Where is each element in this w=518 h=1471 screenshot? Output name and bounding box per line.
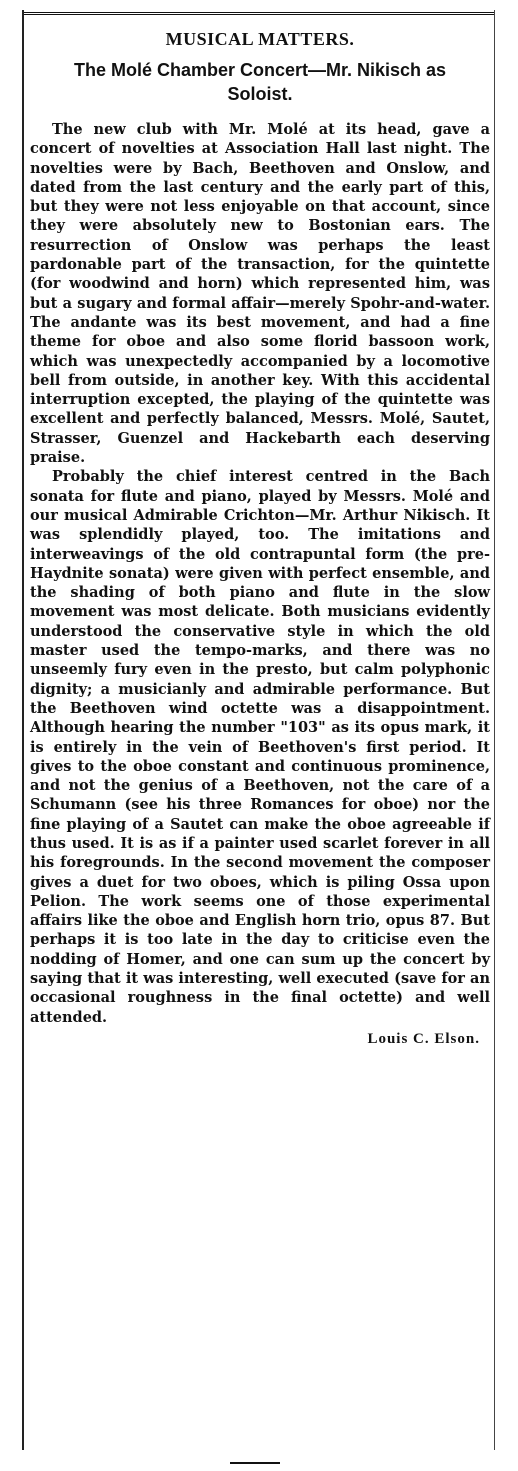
paragraph-2: Probably the chief interest centred in the Bach sonata for flute and piano, played by Messrs. Molé and our musical Admirable Crichton—Mr. Arthur Nikisch. It was splendidly played, too. The imitations and interweavings of the old contrapuntal form (the pre-Haydnite sonata) were given with perfect ensemble, and the shading of both piano and flute in the slow movement was most delicate. Both musicians evidently understood the conservative style in which the old master used the tempo-marks, and there was no unseemly fury even in the presto, but calm polyphonic dignity; a musicianly and admirable performance. But the Beethoven wind octette was a disappointment. Although hearing the number "103" as its opus mark, it is entirely in the vein of Beethoven's first period. It gives to the oboe constant and continuous prominence, and not the genius of a Beethoven, not the care of a Schumann (see his three Romances for oboe) nor the fine playing of a Sautet can make the oboe agreeable if thus used. It is as if a painter used scarlet forever in all his foregrounds. In the second movement the composer gives a duet for two oboes, which is piling Ossa upon Pelion. The work seems one of those experimental affairs like the oboe and English horn trio, opus 87. But perhaps it is too late in the day to criticise even the nodding of Homer, and one can sum up the concert by saying that it was interesting, well executed (save for an occasional roughness in the final octette) and well attended. xyxy=(30,468,490,1026)
left-column-rule xyxy=(22,10,24,1450)
right-column-rule xyxy=(494,10,495,1450)
paragraph-1: The new club with Mr. Molé at its head, gave a concert of novelties at Association Hall last night. The novelties were by Bach, Beethoven and Onslow, and dated from the last century and the early part of this, but they were not less enjoyable on that account, since they were absolutely new to Bostonian ears. The resurrection of Onslow was perhaps the least pardonable part of the transaction, for the quintette (for woodwind and horn) which represented him, was but a sugary and formal affair—merely Spohr-and-water. The andante was its best movement, and had a fine theme for oboe and also some florid bassoon work, which was unexpectedly accompanied by a locomotive bell from outside, in another key. With this accidental interruption excepted, the playing of the quintette was excellent and perfectly balanced, Messrs. Molé, Sautet, Strasser, Guenzel and Hackebarth each deserving praise. xyxy=(30,121,490,467)
bottom-rule xyxy=(230,1462,280,1464)
top-column-rule xyxy=(24,12,494,15)
author-signature: Louis C. Elson. xyxy=(367,1030,480,1047)
article xyxy=(30,28,490,1048)
subheadline: The Molé Chamber Concert—Mr. Nikisch as Soloist. xyxy=(73,60,447,104)
headline: MUSICAL MATTERS. xyxy=(165,29,355,49)
